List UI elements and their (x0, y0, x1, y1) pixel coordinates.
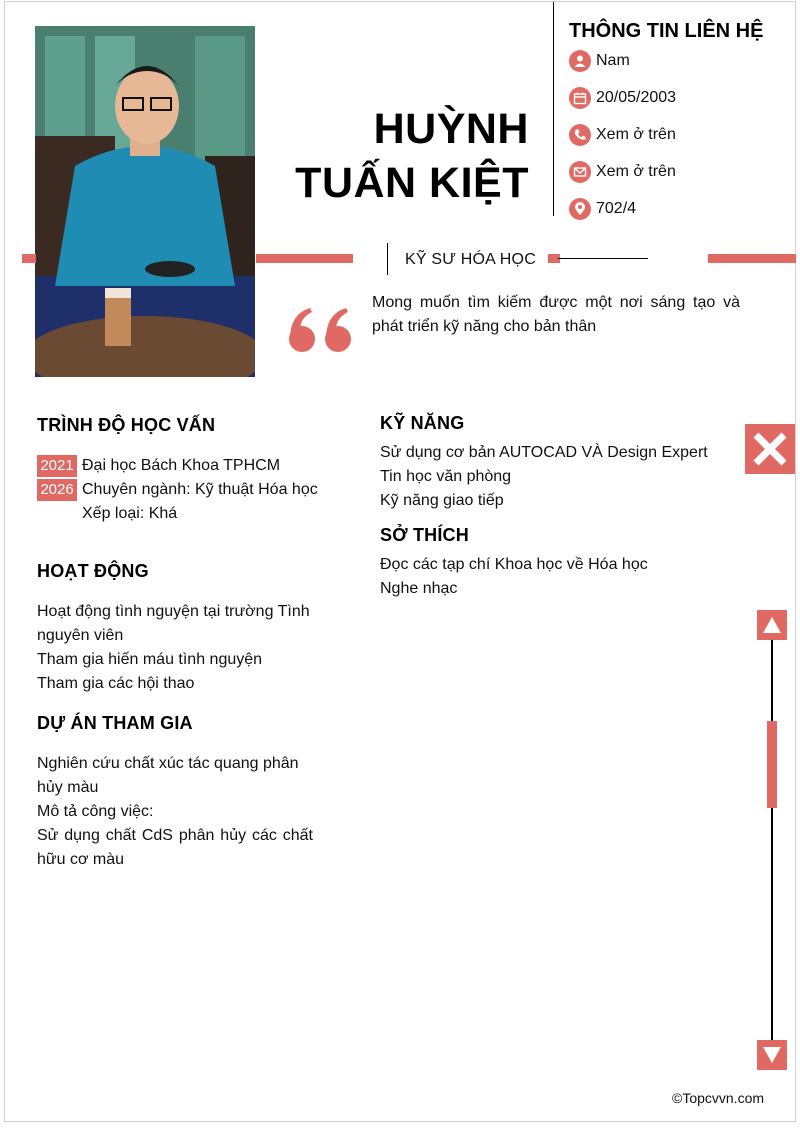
projects-title: DỰ ÁN THAM GIA (37, 713, 193, 733)
scroll-up-button[interactable] (757, 610, 787, 640)
accent-bar-middle (256, 254, 353, 263)
accent-bar-right (708, 254, 796, 263)
phone-value: Xem ở trên (596, 126, 676, 143)
activity-item-1: Hoạt động tình nguyện tại trường Tình nguyên viên (37, 603, 310, 644)
contact-title: THÔNG TIN LIÊN HỆ (569, 20, 764, 42)
user-icon (569, 50, 591, 72)
hobby-item-1: Đọc các tạp chí Khoa học về Hóa học (380, 556, 648, 573)
contact-gender (569, 50, 630, 72)
education-year-start: 2021 (37, 455, 77, 477)
education-major: Chuyên ngành: Kỹ thuật Hóa học (82, 481, 318, 498)
hobby-item-2: Nghe nhạc (380, 580, 458, 597)
mail-icon (569, 161, 591, 183)
project-name: Nghiên cứu chất xúc tác quang phân hủy màu (37, 755, 299, 796)
activity-item-3: Tham gia các hội thao (37, 675, 195, 692)
gender-value: Nam (596, 52, 630, 69)
activities-title: HOẠT ĐỘNG (37, 561, 149, 581)
contact-dob (569, 87, 676, 109)
name-line-1: HUỲNH (373, 105, 529, 153)
contact-divider (553, 2, 554, 216)
close-button[interactable] (745, 424, 795, 474)
address-value: 702/4 (596, 200, 637, 217)
education-school: Đại học Bách Khoa TPHCM (82, 457, 281, 474)
job-title-divider (387, 243, 388, 275)
skill-item-1: Sử dụng cơ bản AUTOCAD VÀ Design Expert (380, 444, 708, 461)
full-name (269, 102, 529, 210)
footer-credit: ©Topcvvn.com (672, 1090, 765, 1106)
accent-bar-left (22, 254, 36, 263)
email-value: Xem ở trên (596, 163, 676, 180)
contact-address (569, 198, 636, 220)
education-rank: Xếp loại: Khá (82, 505, 178, 522)
profile-photo (35, 26, 255, 377)
scroll-down-button[interactable] (757, 1040, 787, 1070)
hobbies-title: SỞ THÍCH (380, 525, 469, 545)
location-icon (569, 198, 591, 220)
scrollbar-track[interactable] (771, 639, 773, 1042)
job-title: KỸ SƯ HÓA HỌC (405, 251, 536, 268)
phone-icon (569, 124, 591, 146)
activity-item-2: Tham gia hiến máu tình nguyện (37, 651, 263, 668)
calendar-icon (569, 87, 591, 109)
arrow-down-icon (762, 1046, 782, 1064)
project-desc: Sử dụng chất CdS phân hủy các chất hữu cơ màu (37, 827, 313, 868)
close-icon (752, 431, 788, 467)
skill-item-2: Tin học văn phòng (380, 468, 512, 485)
arrow-up-icon (762, 616, 782, 634)
quote-icon (288, 306, 354, 359)
education-title: TRÌNH ĐỘ HỌC VẤN (37, 415, 216, 435)
skills-title: KỸ NĂNG (380, 413, 465, 433)
skill-item-3: Kỹ năng giao tiếp (380, 492, 504, 509)
name-line-2: TUẤN KIỆT (295, 159, 529, 207)
contact-phone (569, 124, 676, 146)
dob-value: 20/05/2003 (596, 89, 677, 106)
education-year-end: 2026 (37, 479, 77, 501)
project-desc-label: Mô tả công việc: (37, 803, 154, 820)
career-objective: Mong muốn tìm kiếm được một nơi sáng tạo và phát triển kỹ năng cho bản thân (372, 294, 740, 335)
scrollbar-thumb[interactable] (767, 721, 777, 808)
job-title-line (558, 258, 648, 259)
contact-email (569, 161, 676, 183)
